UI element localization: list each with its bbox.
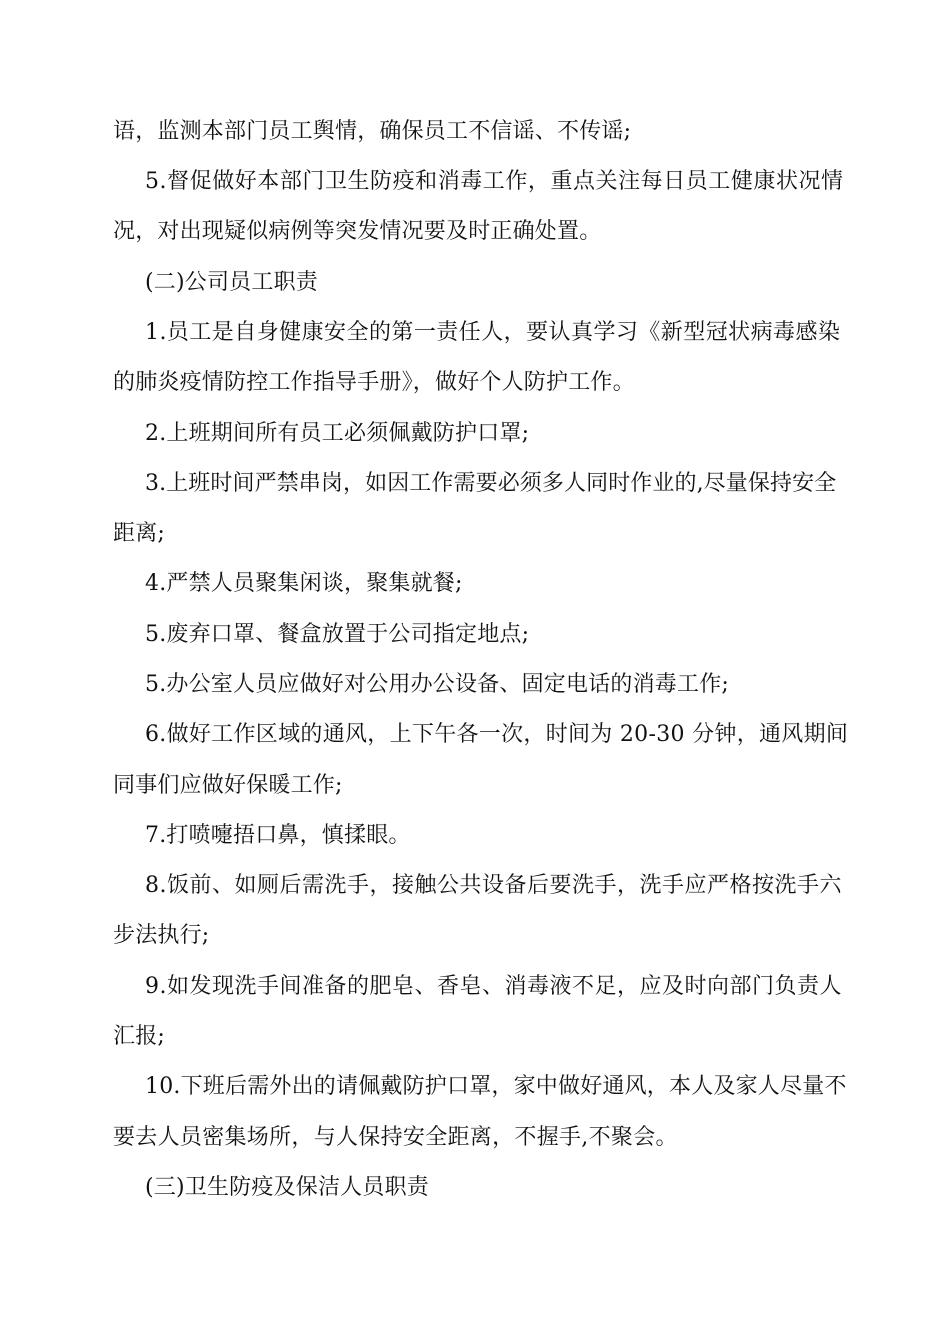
paragraph-line: 9.如发现洗手间准备的肥皂、香皂、消毒液不足，应及时向部门负责人 (145, 974, 842, 999)
paragraph-line: 要去人员密集场所，与人保持安全距离，不握手,不聚会。 (113, 1125, 678, 1150)
paragraph-line: 10.下班后需外出的请佩戴防护口罩，家中做好通风，本人及家人尽量不 (145, 1074, 847, 1099)
section-heading: (二)公司员工职责 (145, 270, 318, 295)
paragraph-line: 5.废弃口罩、餐盒放置于公司指定地点; (145, 622, 530, 647)
paragraph-line: 4.严禁人员聚集闲谈，聚集就餐; (145, 571, 463, 596)
paragraph-line: 2.上班期间所有员工必须佩戴防护口罩; (145, 421, 530, 446)
paragraph-line: 汇报; (113, 1024, 166, 1049)
paragraph-line: 6.做好工作区域的通风，上下午各一次，时间为 20-30 分钟，通风期间 (145, 722, 849, 747)
paragraph-line: 5.办公室人员应做好对公用办公设备、固定电话的消毒工作; (145, 672, 730, 697)
paragraph-line: 距离; (113, 521, 166, 546)
paragraph-line: 7.打喷嚏捂口鼻，慎揉眼。 (145, 823, 411, 848)
paragraph-line: 语，监测本部门员工舆情，确保员工不信谣、不传谣; (113, 119, 632, 144)
paragraph-line: 5.督促做好本部门卫生防疫和消毒工作，重点关注每日员工健康状况情 (145, 169, 844, 194)
paragraph-line: 1.员工是自身健康安全的第一责任人，要认真学习《新型冠状病毒感染 (145, 320, 841, 345)
paragraph-line: 况，对出现疑似病例等突发情况要及时正确处置。 (113, 219, 602, 244)
paragraph-line: 8.饭前、如厕后需洗手，接触公共设备后要洗手，洗手应严格按洗手六 (145, 873, 842, 898)
paragraph-line: 的肺炎疫情防控工作指导手册》，做好个人防护工作。 (113, 370, 635, 395)
paragraph-line: 同事们应做好保暖工作; (113, 773, 343, 798)
paragraph-line: 步法执行; (113, 923, 210, 948)
section-heading: (三)卫生防疫及保洁人员职责 (145, 1175, 429, 1200)
paragraph-line: 3.上班时间严禁串岗，如因工作需要必须多人同时作业的,尽量保持安全 (145, 471, 837, 496)
